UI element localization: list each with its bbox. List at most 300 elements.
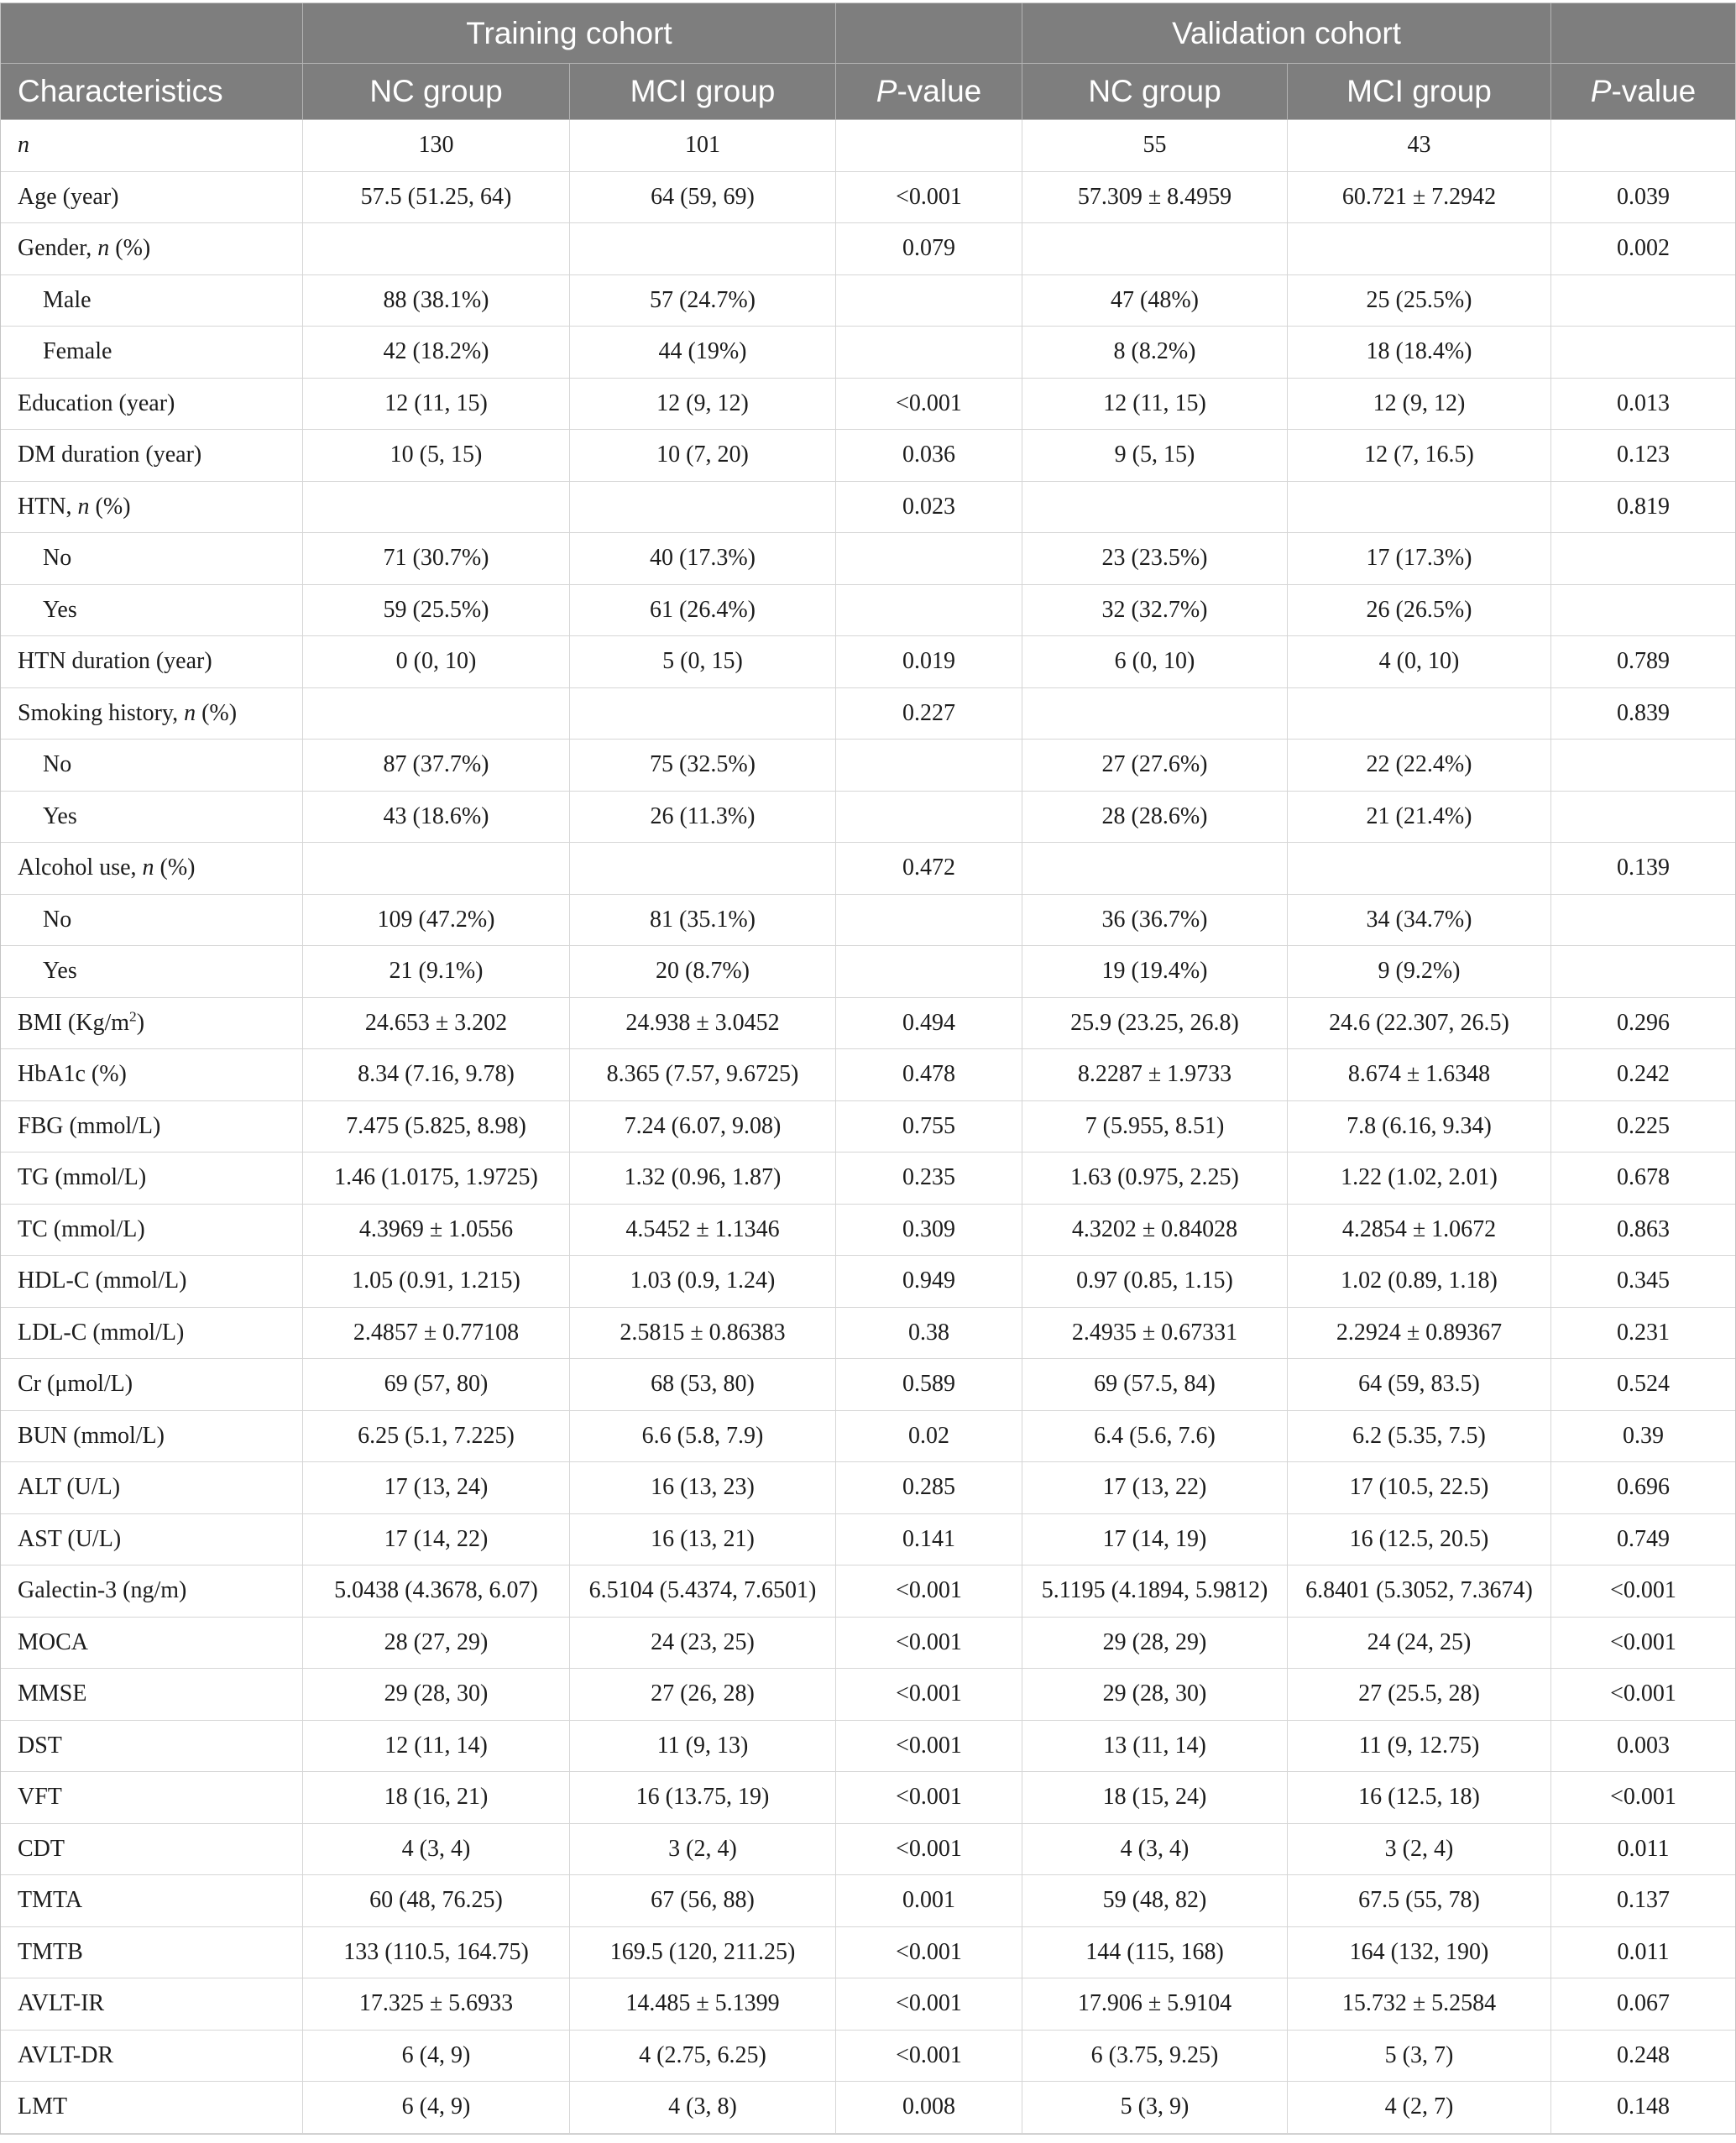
validation-mci-cell: 5 (3, 7): [1288, 2031, 1551, 2083]
validation-p-value-cell: 0.011: [1551, 1824, 1735, 1876]
label-segment: BMI (Kg/m: [18, 1009, 129, 1036]
row-label-text: [18, 132, 29, 159]
training-mci-cell: 8.365 (7.57, 9.6725): [570, 1049, 836, 1101]
row-label-text: [43, 803, 77, 830]
row-label-text: [43, 751, 71, 778]
validation-nc-cell: 57.309 ± 8.4959: [1022, 172, 1288, 224]
row-label: [1, 172, 303, 224]
training-nc-cell: 87 (37.7%): [303, 740, 570, 792]
training-nc-cell: 2.4857 ± 0.77108: [303, 1308, 570, 1360]
row-label-text: [43, 287, 92, 314]
header-blank-cell: [1551, 3, 1735, 64]
training-p-value-cell: 0.755: [836, 1101, 1022, 1153]
validation-nc-cell: 1.63 (0.975, 2.25): [1022, 1153, 1288, 1205]
training-mci-cell: 26 (11.3%): [570, 792, 836, 844]
validation-nc-cell: 25.9 (23.25, 26.8): [1022, 998, 1288, 1050]
validation-p-value-cell: 0.345: [1551, 1256, 1735, 1308]
training-nc-cell: [303, 688, 570, 740]
validation-p-value-cell: 0.789: [1551, 636, 1735, 688]
row-label: [1, 1411, 303, 1463]
training-p-value-cell: 0.949: [836, 1256, 1022, 1308]
label-segment: Smoking history,: [18, 699, 185, 726]
row-label-text: [18, 1320, 184, 1346]
validation-nc-cell: 17 (14, 19): [1022, 1514, 1288, 1566]
row-label: [1, 1927, 303, 1979]
validation-p-value-cell: <0.001: [1551, 1669, 1735, 1721]
validation-mci-cell: 34 (34.7%): [1288, 895, 1551, 947]
validation-nc-cell: 17 (13, 22): [1022, 1462, 1288, 1514]
row-label-text: [18, 1423, 165, 1450]
row-label-text: [18, 1371, 133, 1398]
training-p-value-header: [836, 64, 1022, 120]
training-p-value-cell: 0.494: [836, 998, 1022, 1050]
validation-mci-cell: 16 (12.5, 18): [1288, 1772, 1551, 1824]
training-p-value-cell: 0.141: [836, 1514, 1022, 1566]
italic-symbol: n: [77, 493, 90, 520]
validation-p-value-cell: 0.524: [1551, 1359, 1735, 1411]
row-label-text: [18, 1474, 120, 1501]
training-p-value-cell: 0.38: [836, 1308, 1022, 1360]
training-p-value-cell: 0.478: [836, 1049, 1022, 1101]
validation-nc-cell: 27 (27.6%): [1022, 740, 1288, 792]
training-mci-group-header: MCI group: [570, 64, 836, 120]
training-nc-cell: 109 (47.2%): [303, 895, 570, 947]
training-mci-cell: 57 (24.7%): [570, 275, 836, 327]
validation-mci-cell: 3 (2, 4): [1288, 1824, 1551, 1876]
training-nc-cell: 6 (4, 9): [303, 2082, 570, 2134]
validation-nc-cell: [1022, 482, 1288, 534]
training-nc-cell: 28 (27, 29): [303, 1618, 570, 1670]
training-nc-group-header: NC group: [303, 64, 570, 120]
validation-nc-cell: 32 (32.7%): [1022, 585, 1288, 637]
training-mci-cell: [570, 843, 836, 895]
label-segment: ALT (U/L): [18, 1474, 121, 1501]
row-label: [1, 585, 303, 637]
training-mci-cell: [570, 223, 836, 275]
validation-p-value-cell: 0.819: [1551, 482, 1735, 534]
training-p-value-cell: <0.001: [836, 379, 1022, 431]
validation-mci-cell: 22 (22.4%): [1288, 740, 1551, 792]
training-nc-cell: 43 (18.6%): [303, 792, 570, 844]
validation-nc-cell: 5.1195 (4.1894, 5.9812): [1022, 1565, 1288, 1618]
validation-p-value-cell: [1551, 120, 1735, 172]
validation-mci-cell: [1288, 482, 1551, 534]
training-nc-cell: 42 (18.2%): [303, 327, 570, 379]
training-mci-cell: [570, 482, 836, 534]
validation-nc-cell: 13 (11, 14): [1022, 1721, 1288, 1773]
italic-symbol: n: [142, 855, 154, 881]
row-label: [1, 688, 303, 740]
row-label-text: [43, 545, 71, 572]
label-segment: No: [43, 906, 72, 933]
row-label-text: [18, 1164, 146, 1191]
training-nc-cell: 17 (13, 24): [303, 1462, 570, 1514]
training-mci-cell: 1.03 (0.9, 1.24): [570, 1256, 836, 1308]
training-mci-cell: 101: [570, 120, 836, 172]
training-mci-cell: 67 (56, 88): [570, 1875, 836, 1927]
p-value-rest: -value: [1611, 74, 1697, 108]
validation-p-value-cell: 0.002: [1551, 223, 1735, 275]
training-p-value-cell: [836, 585, 1022, 637]
training-p-value-cell: 0.235: [836, 1153, 1022, 1205]
label-segment: TG (mmol/L): [18, 1164, 147, 1191]
row-label: [1, 1669, 303, 1721]
validation-mci-cell: 6.8401 (5.3052, 7.3674): [1288, 1565, 1551, 1618]
validation-p-value-cell: 0.296: [1551, 998, 1735, 1050]
validation-p-value-cell: 0.242: [1551, 1049, 1735, 1101]
label-segment: Yes: [43, 958, 77, 985]
training-mci-cell: 7.24 (6.07, 9.08): [570, 1101, 836, 1153]
row-label: [1, 2082, 303, 2134]
validation-nc-cell: 8 (8.2%): [1022, 327, 1288, 379]
label-segment: HTN duration (year): [18, 648, 212, 675]
training-mci-cell: 12 (9, 12): [570, 379, 836, 431]
validation-p-value-cell: 0.013: [1551, 379, 1735, 431]
row-label: [1, 1205, 303, 1257]
validation-mci-cell: 15.732 ± 5.2584: [1288, 1978, 1551, 2031]
training-mci-cell: 20 (8.7%): [570, 946, 836, 998]
validation-p-value-cell: [1551, 946, 1735, 998]
label-segment: AVLT-IR: [18, 1990, 105, 2017]
label-segment: Yes: [43, 596, 77, 623]
row-label: [1, 223, 303, 275]
validation-mci-cell: 16 (12.5, 20.5): [1288, 1514, 1551, 1566]
validation-p-value-cell: [1551, 585, 1735, 637]
row-label: [1, 1153, 303, 1205]
validation-mci-cell: 8.674 ± 1.6348: [1288, 1049, 1551, 1101]
validation-p-value-cell: 0.148: [1551, 2082, 1735, 2134]
training-mci-cell: 61 (26.4%): [570, 585, 836, 637]
validation-nc-cell: 69 (57.5, 84): [1022, 1359, 1288, 1411]
validation-mci-cell: [1288, 223, 1551, 275]
validation-p-value-cell: [1551, 533, 1735, 585]
training-mci-cell: 68 (53, 80): [570, 1359, 836, 1411]
validation-nc-cell: 59 (48, 82): [1022, 1875, 1288, 1927]
training-nc-cell: 17.325 ± 5.6933: [303, 1978, 570, 2031]
validation-nc-cell: 6 (0, 10): [1022, 636, 1288, 688]
training-nc-cell: 29 (28, 30): [303, 1669, 570, 1721]
training-mci-cell: [570, 688, 836, 740]
validation-mci-cell: 24 (24, 25): [1288, 1618, 1551, 1670]
row-label: [1, 275, 303, 327]
training-p-value-cell: 0.472: [836, 843, 1022, 895]
row-label: [1, 1978, 303, 2031]
validation-mci-cell: 9 (9.2%): [1288, 946, 1551, 998]
validation-nc-cell: 2.4935 ± 0.67331: [1022, 1308, 1288, 1360]
validation-nc-cell: 7 (5.955, 8.51): [1022, 1101, 1288, 1153]
training-p-value-cell: <0.001: [836, 2031, 1022, 2083]
validation-nc-cell: 4 (3, 4): [1022, 1824, 1288, 1876]
row-label: [1, 1256, 303, 1308]
training-nc-cell: 7.475 (5.825, 8.98): [303, 1101, 570, 1153]
validation-mci-cell: 17 (17.3%): [1288, 533, 1551, 585]
row-label-text: [18, 1939, 83, 1966]
validation-p-value-cell: 0.839: [1551, 688, 1735, 740]
training-p-value-cell: [836, 327, 1022, 379]
validation-mci-cell: 4 (0, 10): [1288, 636, 1551, 688]
label-segment: DM duration (year): [18, 442, 202, 468]
training-p-value-cell: 0.227: [836, 688, 1022, 740]
training-mci-cell: 75 (32.5%): [570, 740, 836, 792]
label-segment: LDL-C (mmol/L): [18, 1319, 185, 1346]
validation-p-value-cell: 0.011: [1551, 1927, 1735, 1979]
row-label-text: [18, 2042, 113, 2069]
validation-mci-cell: 11 (9, 12.75): [1288, 1721, 1551, 1773]
training-nc-cell: 24.653 ± 3.202: [303, 998, 570, 1050]
training-p-value-cell: [836, 895, 1022, 947]
training-p-value-cell: <0.001: [836, 1824, 1022, 1876]
p-value-rest: -value: [897, 74, 982, 108]
training-mci-cell: 6.6 (5.8, 7.9): [570, 1411, 836, 1463]
validation-mci-cell: [1288, 688, 1551, 740]
validation-p-value-cell: [1551, 327, 1735, 379]
validation-mci-cell: 21 (21.4%): [1288, 792, 1551, 844]
label-segment: LMT: [18, 2093, 68, 2120]
validation-mci-cell: 1.02 (0.89, 1.18): [1288, 1256, 1551, 1308]
validation-mci-cell: 25 (25.5%): [1288, 275, 1551, 327]
training-mci-cell: 10 (7, 20): [570, 430, 836, 482]
label-segment: HDL-C (mmol/L): [18, 1268, 187, 1294]
label-segment: Cr (μmol/L): [18, 1371, 133, 1398]
validation-nc-cell: [1022, 688, 1288, 740]
validation-p-value-cell: 0.678: [1551, 1153, 1735, 1205]
training-mci-cell: 64 (59, 69): [570, 172, 836, 224]
validation-p-value-cell: <0.001: [1551, 1618, 1735, 1670]
label-segment: Yes: [43, 802, 77, 829]
validation-mci-cell: 6.2 (5.35, 7.5): [1288, 1411, 1551, 1463]
training-mci-cell: 169.5 (120, 211.25): [570, 1927, 836, 1979]
validation-mci-cell: 17 (10.5, 22.5): [1288, 1462, 1551, 1514]
header-blank-cell: [1, 3, 303, 64]
training-p-value-cell: <0.001: [836, 1978, 1022, 2031]
training-nc-cell: 17 (14, 22): [303, 1514, 570, 1566]
row-label: [1, 1875, 303, 1927]
validation-mci-cell: 164 (132, 190): [1288, 1927, 1551, 1979]
training-mci-cell: 44 (19%): [570, 327, 836, 379]
row-label: [1, 843, 303, 895]
training-p-value-cell: 0.023: [836, 482, 1022, 534]
header-blank-cell: [836, 3, 1022, 64]
validation-p-value-cell: 0.039: [1551, 172, 1735, 224]
row-label-text: [43, 958, 77, 985]
label-segment: MOCA: [18, 1628, 89, 1655]
label-segment: (%): [109, 235, 151, 262]
training-p-value-cell: 0.079: [836, 223, 1022, 275]
training-nc-cell: 21 (9.1%): [303, 946, 570, 998]
training-p-value-cell: 0.589: [836, 1359, 1022, 1411]
training-p-value-cell: <0.001: [836, 1927, 1022, 1979]
row-label-text: [18, 1113, 160, 1140]
validation-p-value-cell: 0.231: [1551, 1308, 1735, 1360]
validation-p-value-cell: [1551, 740, 1735, 792]
label-segment: DST: [18, 1732, 62, 1759]
training-nc-cell: 130: [303, 120, 570, 172]
training-p-value-cell: <0.001: [836, 1669, 1022, 1721]
validation-mci-cell: 1.22 (1.02, 2.01): [1288, 1153, 1551, 1205]
row-label-text: [18, 700, 237, 727]
validation-nc-cell: 18 (15, 24): [1022, 1772, 1288, 1824]
training-nc-cell: [303, 223, 570, 275]
validation-p-value-cell: [1551, 895, 1735, 947]
training-mci-cell: 40 (17.3%): [570, 533, 836, 585]
label-segment: Gender,: [18, 235, 98, 262]
validation-nc-group-header: NC group: [1022, 64, 1288, 120]
validation-p-value-cell: <0.001: [1551, 1772, 1735, 1824]
training-p-value-cell: [836, 275, 1022, 327]
p-italic: P: [1590, 74, 1612, 108]
validation-mci-cell: 7.8 (6.16, 9.34): [1288, 1101, 1551, 1153]
row-label-text: [18, 855, 196, 881]
training-mci-cell: 5 (0, 15): [570, 636, 836, 688]
training-nc-cell: 133 (110.5, 164.75): [303, 1927, 570, 1979]
training-nc-cell: 12 (11, 14): [303, 1721, 570, 1773]
superscript: 2: [129, 1008, 137, 1025]
validation-nc-cell: 144 (115, 168): [1022, 1927, 1288, 1979]
training-p-value-cell: 0.309: [836, 1205, 1022, 1257]
training-p-value-cell: 0.008: [836, 2082, 1022, 2134]
row-label: [1, 327, 303, 379]
label-segment: Age (year): [18, 183, 119, 210]
training-mci-cell: 16 (13, 23): [570, 1462, 836, 1514]
label-segment: No: [43, 751, 72, 778]
label-segment: Galectin-3 (ng/m): [18, 1577, 187, 1604]
row-label-text: [43, 597, 77, 624]
training-p-value-cell: <0.001: [836, 1565, 1022, 1618]
p-value-label: [1591, 74, 1696, 109]
row-label-text: [18, 1629, 88, 1656]
label-segment: Education (year): [18, 389, 175, 416]
row-label-text: [18, 1010, 144, 1037]
training-p-value-cell: 0.019: [836, 636, 1022, 688]
label-segment: ): [136, 1009, 145, 1036]
training-nc-cell: 0 (0, 10): [303, 636, 570, 688]
row-label: [1, 895, 303, 947]
training-nc-cell: 1.05 (0.91, 1.215): [303, 1256, 570, 1308]
training-mci-cell: 3 (2, 4): [570, 1824, 836, 1876]
row-label: [1, 1308, 303, 1360]
p-value-label: [876, 74, 981, 109]
training-mci-cell: 4 (3, 8): [570, 2082, 836, 2134]
validation-p-value-header: [1551, 64, 1735, 120]
row-label-text: [18, 1577, 186, 1604]
label-segment: TMTB: [18, 1938, 83, 1965]
label-segment: Female: [43, 338, 112, 365]
row-label: [1, 792, 303, 844]
validation-mci-cell: 2.2924 ± 0.89367: [1288, 1308, 1551, 1360]
validation-mci-cell: 4.2854 ± 1.0672: [1288, 1205, 1551, 1257]
validation-nc-cell: 5 (3, 9): [1022, 2082, 1288, 2134]
training-p-value-cell: [836, 120, 1022, 172]
training-mci-cell: 14.485 ± 5.1399: [570, 1978, 836, 2031]
row-label: [1, 533, 303, 585]
training-nc-cell: [303, 482, 570, 534]
label-segment: TC (mmol/L): [18, 1215, 145, 1242]
training-p-value-cell: 0.285: [836, 1462, 1022, 1514]
validation-nc-cell: 29 (28, 29): [1022, 1618, 1288, 1670]
training-nc-cell: 59 (25.5%): [303, 585, 570, 637]
italic-symbol: n: [97, 235, 110, 262]
validation-p-value-cell: 0.39: [1551, 1411, 1735, 1463]
training-p-value-cell: [836, 946, 1022, 998]
training-p-value-cell: 0.02: [836, 1411, 1022, 1463]
training-nc-cell: 6.25 (5.1, 7.225): [303, 1411, 570, 1463]
training-nc-cell: 10 (5, 15): [303, 430, 570, 482]
label-segment: BUN (mmol/L): [18, 1422, 165, 1449]
training-p-value-cell: 0.036: [836, 430, 1022, 482]
training-nc-cell: 8.34 (7.16, 9.78): [303, 1049, 570, 1101]
training-mci-cell: 27 (26, 28): [570, 1669, 836, 1721]
training-mci-cell: 16 (13.75, 19): [570, 1772, 836, 1824]
row-label-text: [18, 1680, 86, 1707]
row-label: [1, 379, 303, 431]
row-label: [1, 1101, 303, 1153]
label-segment: MMSE: [18, 1680, 87, 1707]
row-label-text: [43, 338, 112, 365]
row-label: [1, 946, 303, 998]
training-nc-cell: 57.5 (51.25, 64): [303, 172, 570, 224]
validation-nc-cell: 47 (48%): [1022, 275, 1288, 327]
characteristics-table: [0, 3, 1736, 2135]
training-nc-cell: 71 (30.7%): [303, 533, 570, 585]
training-mci-cell: 6.5104 (5.4374, 7.6501): [570, 1565, 836, 1618]
validation-mci-cell: 27 (25.5, 28): [1288, 1669, 1551, 1721]
row-label: [1, 636, 303, 688]
row-label: [1, 482, 303, 534]
italic-symbol: n: [184, 699, 196, 726]
training-nc-cell: 6 (4, 9): [303, 2031, 570, 2083]
validation-mci-cell: 12 (7, 16.5): [1288, 430, 1551, 482]
training-mci-cell: 4 (2.75, 6.25): [570, 2031, 836, 2083]
training-nc-cell: 60 (48, 76.25): [303, 1875, 570, 1927]
row-label-text: [18, 1216, 145, 1243]
row-label-text: [18, 1836, 65, 1863]
row-label-text: [18, 1990, 104, 2017]
training-nc-cell: 88 (38.1%): [303, 275, 570, 327]
label-segment: AVLT-DR: [18, 2041, 114, 2068]
training-p-value-cell: <0.001: [836, 172, 1022, 224]
validation-p-value-cell: 0.225: [1551, 1101, 1735, 1153]
validation-nc-cell: 9 (5, 15): [1022, 430, 1288, 482]
validation-nc-cell: 55: [1022, 120, 1288, 172]
validation-mci-cell: 67.5 (55, 78): [1288, 1875, 1551, 1927]
row-label-text: [18, 494, 131, 520]
validation-mci-cell: 60.721 ± 7.2942: [1288, 172, 1551, 224]
validation-nc-cell: 28 (28.6%): [1022, 792, 1288, 844]
training-nc-cell: 4 (3, 4): [303, 1824, 570, 1876]
row-label: [1, 1565, 303, 1618]
label-segment: Male: [43, 286, 92, 313]
validation-nc-cell: 23 (23.5%): [1022, 533, 1288, 585]
training-nc-cell: 4.3969 ± 1.0556: [303, 1205, 570, 1257]
row-label-text: [18, 1887, 82, 1914]
training-mci-cell: 11 (9, 13): [570, 1721, 836, 1773]
row-label: [1, 1618, 303, 1670]
row-label-text: [18, 235, 150, 262]
training-mci-cell: 24.938 ± 3.0452: [570, 998, 836, 1050]
training-mci-cell: 4.5452 ± 1.1346: [570, 1205, 836, 1257]
validation-mci-cell: 18 (18.4%): [1288, 327, 1551, 379]
row-label: [1, 1772, 303, 1824]
validation-nc-cell: 4.3202 ± 0.84028: [1022, 1205, 1288, 1257]
row-label-text: [18, 2093, 67, 2120]
validation-p-value-cell: 0.696: [1551, 1462, 1735, 1514]
row-label-text: [18, 1784, 62, 1811]
row-label: [1, 430, 303, 482]
row-label-text: [18, 184, 118, 211]
validation-mci-cell: 12 (9, 12): [1288, 379, 1551, 431]
training-p-value-cell: [836, 740, 1022, 792]
row-label: [1, 1514, 303, 1566]
